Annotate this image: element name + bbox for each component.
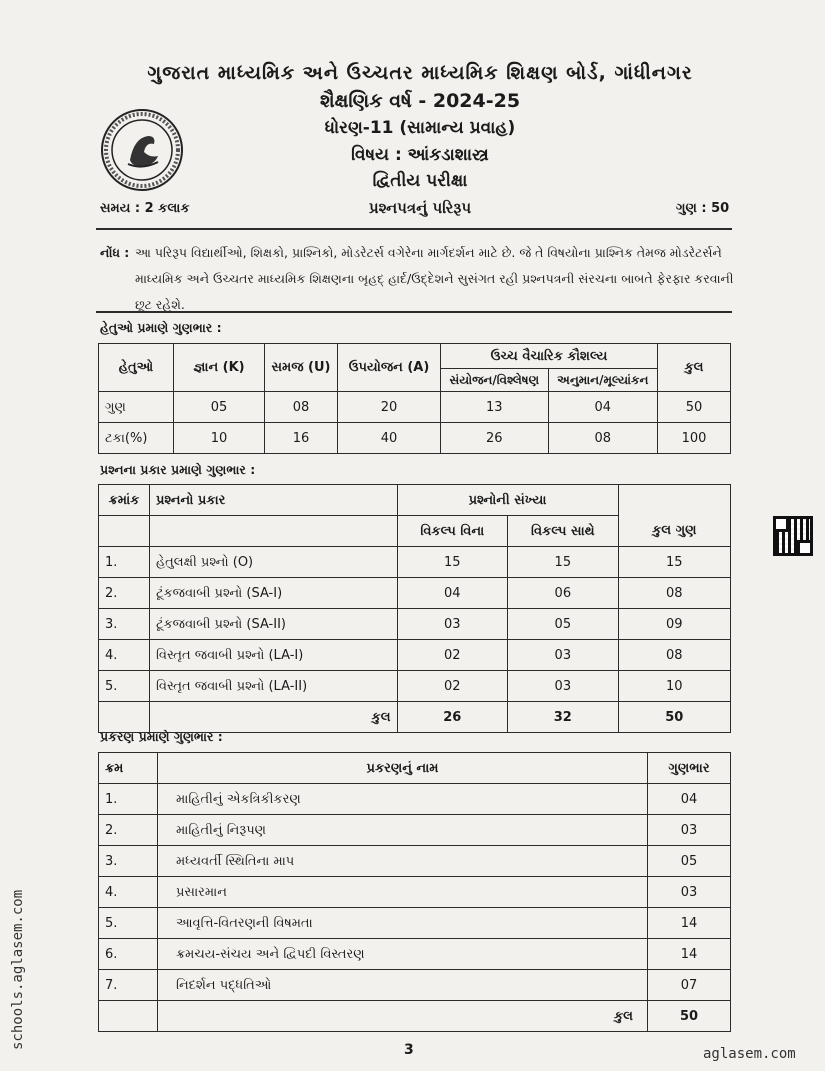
cell-sno: 2.: [99, 578, 150, 609]
cell-value: 08: [618, 640, 730, 671]
col-understanding: સમજ (U): [265, 344, 338, 392]
cell-value: 08: [618, 578, 730, 609]
table-row: [99, 815, 731, 846]
total-label: કુલ: [158, 1001, 648, 1032]
standard: ધોરણ-11 (સામાન્ય પ્રવાહ): [324, 118, 516, 138]
cell-value: 04: [548, 392, 657, 423]
board-seal-logo: [100, 108, 184, 192]
note-text: આ પરિરૂપ વિદ્યાર્થીઓ, શિક્ષકો, પ્રાશ્નિકો, મોડરેટર્સ વગેરેના માર્ગદર્શન માટે છે. જે તે વિષયોના પ્રાશ્નિક તેમજ મોડરેટર્સને માધ્યમિક અને ઉચ્ચતર માધ્યમિક શિક્ષણના બૃહદ્ હાર્દ/ઉદ્દેશને સુસંગત રહી પ્રશ્નપત્રની સંરચના બાબતે ફેરફાર કરવાની છૂટ રહેશે.: [135, 245, 734, 312]
cell-value: 04: [397, 578, 508, 609]
table-row: [99, 877, 731, 908]
cell-type: હેતુલક્ષી પ્રશ્નો (O): [149, 547, 397, 578]
objectives-table: [98, 343, 731, 454]
table-row: [99, 609, 731, 640]
objectives-section-title: હેતુઓ પ્રમાણે ગુણભાર :: [100, 320, 222, 335]
cell-type: ટૂંકજવાબી પ્રશ્નો (SA-I): [149, 578, 397, 609]
cell-sno: 5.: [99, 671, 150, 702]
cell-sno: 1.: [99, 547, 150, 578]
cell-total: 50: [648, 1001, 731, 1032]
table-total-row: [99, 702, 731, 733]
col-without-option: વિકલ્પ વિના: [397, 516, 508, 547]
col-with-option: વિકલ્પ સાથે: [508, 516, 619, 547]
cell-chapter: ક્રમચય-સંચય અને દ્વિપદી વિસ્તરણ: [158, 939, 648, 970]
cell-chapter: માહિતીનું એકત્રિકીકરણ: [158, 784, 648, 815]
cell-value: 03: [508, 671, 619, 702]
col-sno: ક્રમ: [99, 753, 158, 784]
cell-value: 14: [648, 908, 731, 939]
total-marks: ગુણ : 50: [676, 201, 730, 216]
cell-sno: 3.: [99, 609, 150, 640]
board-name: ગુજરાત માધ્યમિક અને ઉચ્ચતર માધ્યમિક શિક્ષણ બોર્ડ, ગાંધીનગર: [147, 62, 693, 84]
cell-value: 40: [338, 423, 441, 454]
row-label: ટકા(%): [99, 423, 174, 454]
cell-sno: 1.: [99, 784, 158, 815]
divider: [96, 228, 732, 230]
col-count: પ્રશ્નોની સંખ્યા: [397, 485, 618, 516]
cell-value: 26: [441, 423, 549, 454]
table-row: [99, 392, 731, 423]
cell-type: વિસ્તૃત જવાબી પ્રશ્નો (LA-I): [149, 640, 397, 671]
cell-value: 05: [174, 392, 265, 423]
table-row: [99, 939, 731, 970]
cell-value: 02: [397, 640, 508, 671]
cell-sno: 6.: [99, 939, 158, 970]
chapters-section-title: પ્રકરણ પ્રમાણે ગુણભાર :: [100, 729, 223, 744]
cell-value: 07: [648, 970, 731, 1001]
table-row: [99, 547, 731, 578]
note-label: નોંધ :: [100, 245, 130, 260]
cell-value: 50: [658, 392, 731, 423]
cell-total: 50: [618, 702, 730, 733]
cell-chapter: મધ્યવર્તી સ્થિતિના માપ: [158, 846, 648, 877]
cell-value: 100: [658, 423, 731, 454]
cell-value: 10: [618, 671, 730, 702]
table-row: [99, 671, 731, 702]
total-label: કુલ: [149, 702, 397, 733]
cell-value: 02: [397, 671, 508, 702]
cell-chapter: નિદર્શન પદ્ધતિઓ: [158, 970, 648, 1001]
col-total-marks: કુલ ગુણ: [618, 485, 730, 547]
page-number: 3: [404, 1042, 414, 1058]
cell-total: 26: [397, 702, 508, 733]
table-total-row: [99, 1001, 731, 1032]
cell-value: 14: [648, 939, 731, 970]
cell-value: 15: [397, 547, 508, 578]
cell-value: 08: [548, 423, 657, 454]
cell-value: 10: [174, 423, 265, 454]
col-knowledge: જ્ઞાન (K): [174, 344, 265, 392]
cell-value: 03: [508, 640, 619, 671]
blueprint-title: પ્રશ્નપત્રનું પરિરૂપ: [368, 199, 472, 217]
academic-year: શૈક્ષણિક વર્ષ - 2024-25: [319, 90, 521, 112]
table-row: [99, 423, 731, 454]
cell-value: 03: [648, 815, 731, 846]
col-type: પ્રશ્નનો પ્રકાર: [149, 485, 397, 516]
cell-sno: 4.: [99, 877, 158, 908]
cell-chapter: માહિતીનું નિરૂપણ: [158, 815, 648, 846]
cell-value: 05: [648, 846, 731, 877]
table-row: [99, 578, 731, 609]
cell-sno: 4.: [99, 640, 150, 671]
exam-time: સમય : 2 કલાક: [100, 201, 190, 216]
cell-type: વિસ્તૃત જવાબી પ્રશ્નો (LA-II): [149, 671, 397, 702]
table-row: [99, 640, 731, 671]
table-row: [99, 846, 731, 877]
cell-value: 09: [618, 609, 730, 640]
cell-sno: 2.: [99, 815, 158, 846]
col-evaluation: અનુમાન/મૂલ્યાંકન: [548, 369, 657, 392]
cell-value: 05: [508, 609, 619, 640]
col-hots: ઉચ્ચ વૈચારિક કૌશલ્ય: [441, 344, 658, 369]
cell-sno: 3.: [99, 846, 158, 877]
subject: વિષય : આંકડાશાસ્ત્ર: [351, 145, 489, 165]
cell-value: 04: [648, 784, 731, 815]
qtypes-table: [98, 484, 731, 733]
divider: [96, 311, 732, 313]
cell-value: 08: [265, 392, 338, 423]
col-analysis: સંયોજન/વિશ્લેષણ: [441, 369, 549, 392]
exam-name: દ્વિતીય પરીક્ષા: [372, 171, 468, 191]
qr-code-icon: [773, 516, 813, 556]
table-row: [99, 970, 731, 1001]
cell-value: 03: [648, 877, 731, 908]
cell-value: 06: [508, 578, 619, 609]
table-row: [99, 784, 731, 815]
cell-chapter: આવૃત્તિ-વિતરણની વિષમતા: [158, 908, 648, 939]
col-weight: ગુણભાર: [648, 753, 731, 784]
cell-sno: 7.: [99, 970, 158, 1001]
table-row: [99, 908, 731, 939]
chapters-table: [98, 752, 731, 1032]
row-label: ગુણ: [99, 392, 174, 423]
qtypes-section-title: પ્રશ્નના પ્રકાર પ્રમાણે ગુણભાર :: [100, 462, 256, 477]
cell-total: 32: [508, 702, 619, 733]
cell-chapter: પ્રસારમાન: [158, 877, 648, 908]
col-application: ઉપયોજન (A): [338, 344, 441, 392]
cell-value: 13: [441, 392, 549, 423]
cell-type: ટૂંકજવાબી પ્રશ્નો (SA-II): [149, 609, 397, 640]
col-sno: ક્રમાંક: [99, 485, 150, 516]
cell-value: 16: [265, 423, 338, 454]
cell-value: 20: [338, 392, 441, 423]
cell-value: 15: [618, 547, 730, 578]
site-watermark: aglasem.com: [703, 1046, 796, 1062]
col-total: કુલ: [658, 344, 731, 392]
col-objective: હેતુઓ: [99, 344, 174, 392]
cell-value: 15: [508, 547, 619, 578]
col-chapter-name: પ્રકરણનું નામ: [158, 753, 648, 784]
cell-sno: 5.: [99, 908, 158, 939]
side-watermark: schools.aglasem.com: [10, 889, 26, 1050]
cell-value: 03: [397, 609, 508, 640]
